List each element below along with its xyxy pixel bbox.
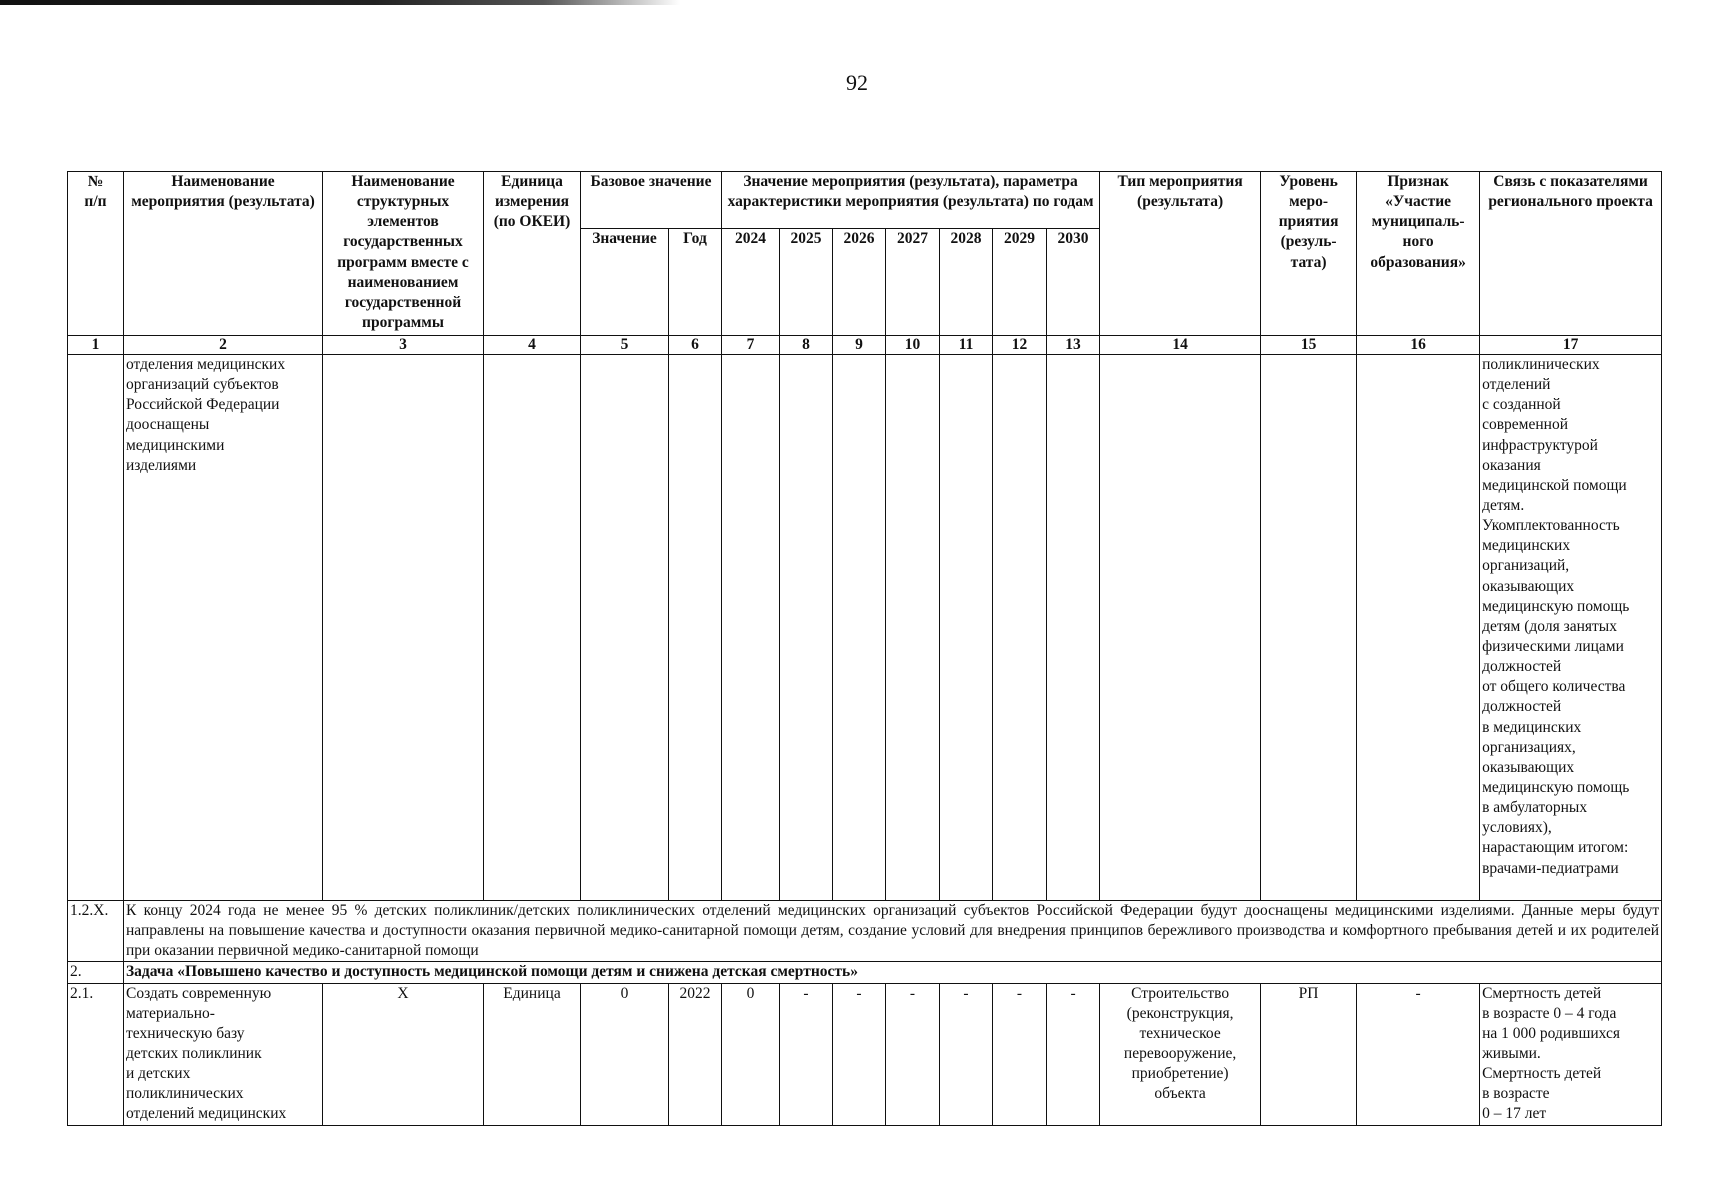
- cell-municipal-participation: [1357, 355, 1480, 901]
- cell-activity-name: отделения медицинских организаций субъектов Российской Федерации дооснащены медицинскими изделиями: [124, 355, 323, 901]
- column-number: 17: [1480, 336, 1662, 355]
- cell-base-year: [669, 355, 722, 901]
- cell-base-year: 2022: [669, 983, 722, 1125]
- cell-activity-name: Создать современную материально- техническую базу детских поликлиник и детских поликлинических отделений медицинских: [124, 983, 323, 1125]
- cell-no: 1.2.Х.: [68, 901, 124, 962]
- scan-edge-artifact: [0, 0, 680, 5]
- header-values-by-year: Значение мероприятия (результата), параметра характеристики мероприятия (результата) по годам: [722, 172, 1100, 229]
- activities-table: [67, 171, 1662, 1126]
- column-number: 12: [993, 336, 1047, 355]
- column-number: 14: [1100, 336, 1261, 355]
- column-number: 13: [1047, 336, 1100, 355]
- column-number: 1: [68, 336, 124, 355]
- header-base-value-value: Значение: [581, 229, 669, 336]
- cell-value-2024: [722, 355, 780, 901]
- cell-value-2030: [1047, 355, 1100, 901]
- header-year-2024: 2024: [722, 229, 780, 336]
- cell-value-2026: -: [833, 983, 886, 1125]
- cell-no: 2.1.: [68, 983, 124, 1125]
- cell-no: [68, 355, 124, 901]
- cell-value-2028: [940, 355, 993, 901]
- column-number: 4: [484, 336, 581, 355]
- cell-structural-elements: [323, 355, 484, 901]
- cell-municipal-participation: -: [1357, 983, 1480, 1125]
- table-header: [68, 172, 1662, 336]
- header-activity-level: Уровень меро- приятия (резуль- тата): [1261, 172, 1357, 336]
- page-number: 92: [846, 70, 868, 95]
- header-activity-type: Тип мероприятия (результата): [1100, 172, 1261, 336]
- column-number: 5: [581, 336, 669, 355]
- table-row-continuation: [68, 355, 1662, 901]
- header-activity-name: Наименование мероприятия (результата): [124, 172, 323, 336]
- header-year-2025: 2025: [780, 229, 833, 336]
- cell-result-description: К концу 2024 года не менее 95 % детских поликлиник/детских поликлинических отделений медицинских организаций субъектов Российской Федерации будут дооснащены медицинскими изделиями. Данные меры будут направлены на повышение качества и доступности оказания первичной медико-санитарной помощи детям, создание условий для внедрения принципов бережливого производства и комфортного пребывания детей и их родителей при оказании первичной медико-санитарной помощи: [124, 901, 1662, 962]
- cell-value-2029: [993, 355, 1047, 901]
- header-municipal-participation: Признак «Участие муниципаль- ного образования»: [1357, 172, 1480, 336]
- cell-value-2030: -: [1047, 983, 1100, 1125]
- header-year-2028: 2028: [940, 229, 993, 336]
- cell-activity-level: РП: [1261, 983, 1357, 1125]
- header-link-indicators: Связь с показателями регионального проекта: [1480, 172, 1662, 336]
- cell-base-value: 0: [581, 983, 669, 1125]
- cell-activity-type: Строительство (реконструкция, техническое перевооружение, приобретение) объекта: [1100, 983, 1261, 1125]
- cell-activity-type: [1100, 355, 1261, 901]
- table-row-task-2: [68, 962, 1662, 983]
- column-number: 16: [1357, 336, 1480, 355]
- header-no: № п/п: [68, 172, 124, 336]
- cell-value-2024: 0: [722, 983, 780, 1125]
- column-number: 15: [1261, 336, 1357, 355]
- column-number: 9: [833, 336, 886, 355]
- header-year-2030: 2030: [1047, 229, 1100, 336]
- column-number: 6: [669, 336, 722, 355]
- cell-structural-elements: Х: [323, 983, 484, 1125]
- column-number: 2: [124, 336, 323, 355]
- cell-value-2027: [886, 355, 940, 901]
- header-structural-elements: Наименование структурных элементов государственных программ вместе с наименованием государственной программы: [323, 172, 484, 336]
- column-number: 3: [323, 336, 484, 355]
- cell-unit: Единица: [484, 983, 581, 1125]
- cell-task-title: Задача «Повышено качество и доступность медицинской помощи детям и снижена детская смертность»: [124, 962, 1662, 983]
- cell-value-2029: -: [993, 983, 1047, 1125]
- header-base-value-year: Год: [669, 229, 722, 336]
- cell-activity-level: [1261, 355, 1357, 901]
- column-number: 10: [886, 336, 940, 355]
- header-year-2026: 2026: [833, 229, 886, 336]
- column-number-row: [68, 336, 1662, 355]
- cell-link-indicators: Смертность детей в возрасте 0 – 4 года на 1 000 родившихся живыми. Смертность детей в возрасте 0 – 17 лет: [1480, 983, 1662, 1125]
- cell-base-value: [581, 355, 669, 901]
- column-number: 11: [940, 336, 993, 355]
- header-base-value: Базовое значение: [581, 172, 722, 229]
- header-year-2027: 2027: [886, 229, 940, 336]
- table-row-1-2-x: [68, 901, 1662, 962]
- column-number: 8: [780, 336, 833, 355]
- cell-value-2027: -: [886, 983, 940, 1125]
- cell-no: 2.: [68, 962, 124, 983]
- header-year-2029: 2029: [993, 229, 1047, 336]
- cell-value-2028: -: [940, 983, 993, 1125]
- cell-value-2025: [780, 355, 833, 901]
- header-unit: Единица измерения (по ОКЕИ): [484, 172, 581, 336]
- table-row-2-1: [68, 983, 1662, 1125]
- column-number: 7: [722, 336, 780, 355]
- cell-unit: [484, 355, 581, 901]
- cell-link-indicators: поликлинических отделений с созданной современной инфраструктурой оказания медицинской помощи детям. Укомплектованность медицинских организаций, оказывающих медицинскую помощь детям (доля занятых физическими лицами должностей от общего количества должностей в медицинских организациях, оказывающих медицинскую помощь в амбулаторных условиях), нарастающим итогом: врачами-педиатрами: [1480, 355, 1662, 901]
- cell-value-2025: -: [780, 983, 833, 1125]
- cell-value-2026: [833, 355, 886, 901]
